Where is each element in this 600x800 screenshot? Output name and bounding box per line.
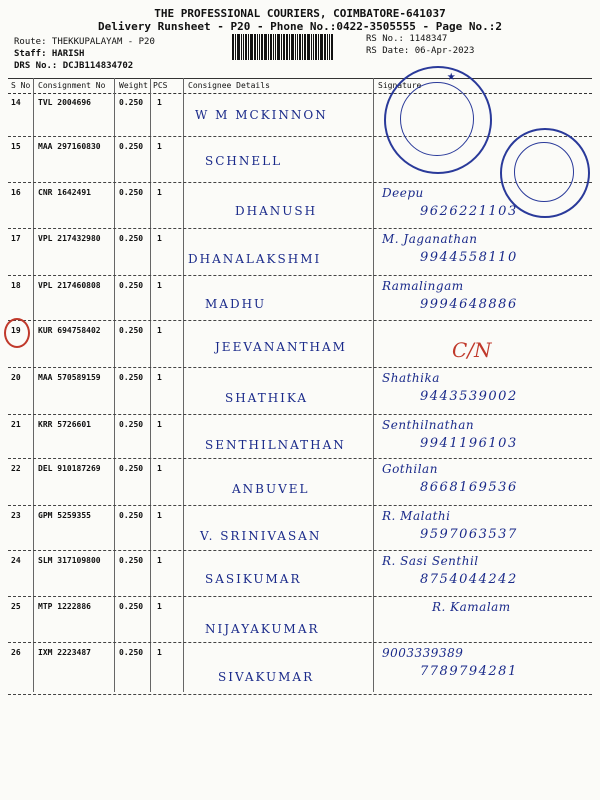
red-circle-mark — [4, 318, 30, 348]
barcode-bar — [320, 34, 323, 60]
row-weight: 0.250 — [119, 511, 144, 520]
cin-annotation: C/N — [452, 338, 492, 362]
barcode-bar — [250, 34, 253, 60]
barcode-bar — [243, 34, 244, 60]
receiver-signature: 9003339389 — [382, 646, 464, 660]
receiver-signature: M. Jaganathan — [382, 232, 478, 246]
consignee-name: V. SRINIVASAN — [200, 529, 322, 543]
row-pcs: 1 — [157, 142, 162, 151]
row-sno: 14 — [11, 98, 21, 107]
row-sno: 15 — [11, 142, 21, 151]
rs-date: RS Date: 06-Apr-2023 — [366, 46, 475, 56]
receiver-phone: 8668169536 — [420, 480, 518, 495]
row-pcs: 1 — [157, 234, 162, 243]
barcode-bar — [295, 34, 296, 60]
barcode-bar — [327, 34, 328, 60]
consignee-name: SENTHILNATHAN — [205, 438, 346, 452]
barcode-bar — [248, 34, 249, 60]
receiver-phone: 9944558110 — [420, 250, 518, 265]
receiver-phone: 8754044242 — [420, 572, 518, 587]
barcode-bar — [261, 34, 263, 60]
barcode-bar — [299, 34, 301, 60]
rs-number: RS No.: 1148347 — [366, 34, 448, 44]
barcode-bar — [286, 34, 288, 60]
row-consignment-no: KRR 5726601 — [38, 420, 91, 429]
col-sno: S No — [11, 81, 31, 90]
row-sno: 21 — [11, 420, 21, 429]
barcode-bar — [315, 34, 317, 60]
receiver-signature: Deepu — [382, 186, 424, 200]
consignee-name: DHANALAKSHMI — [188, 252, 322, 266]
row-weight: 0.250 — [119, 326, 144, 335]
receiver-phone: 9443539002 — [420, 389, 518, 404]
row-consignment-no: CNR 1642491 — [38, 188, 91, 197]
barcode-bar — [307, 34, 310, 60]
col-consignee: Consignee Details — [188, 81, 270, 90]
consignee-name: ANBUVEL — [232, 482, 310, 496]
row-sno: 22 — [11, 464, 21, 473]
barcode-bar — [331, 34, 333, 60]
col-signature: Signature — [378, 81, 422, 90]
barcode-bar — [324, 34, 326, 60]
row-consignment-no: TVL 2004696 — [38, 98, 91, 107]
row-consignment-no: VPL 217432980 — [38, 234, 101, 243]
barcode-bar — [289, 34, 290, 60]
barcode-bar — [275, 34, 276, 60]
row-pcs: 1 — [157, 511, 162, 520]
row-sno: 25 — [11, 602, 21, 611]
receiver-phone: 9597063537 — [420, 527, 518, 542]
barcode-bar — [273, 34, 274, 60]
row-pcs: 1 — [157, 602, 162, 611]
row-sno: 26 — [11, 648, 21, 657]
barcode-bar — [329, 34, 330, 60]
barcode-bar — [270, 34, 272, 60]
consignee-name: SIVAKUMAR — [218, 670, 315, 684]
row-pcs: 1 — [157, 373, 162, 382]
barcode-bar — [297, 34, 298, 60]
barcode-bar — [302, 34, 303, 60]
row-pcs: 1 — [157, 648, 162, 657]
receiver-phone: 9994648886 — [420, 297, 518, 312]
route-label: Route: THEKKUPALAYAM - P20 — [14, 37, 155, 47]
consignee-name: SASIKUMAR — [205, 572, 302, 586]
row-weight: 0.250 — [119, 602, 144, 611]
barcode-bar — [311, 34, 312, 60]
col-consignment: Consignment No — [38, 81, 106, 90]
row-sno: 19 — [11, 326, 21, 335]
row-consignment-no: MTP 1222886 — [38, 602, 91, 611]
barcode-bar — [313, 34, 314, 60]
col-pcs: PCS — [153, 81, 168, 90]
barcode-bar — [304, 34, 306, 60]
row-pcs: 1 — [157, 281, 162, 290]
row-sno: 20 — [11, 373, 21, 382]
row-sno: 16 — [11, 188, 21, 197]
drs-number: DRS No.: DCJB114834702 — [14, 61, 134, 71]
office-stamp — [384, 66, 492, 174]
barcode-bar — [318, 34, 319, 60]
barcode-bar — [268, 34, 269, 60]
barcode-bar — [264, 34, 267, 60]
row-pcs: 1 — [157, 464, 162, 473]
consignee-name: DHANUSH — [235, 204, 318, 218]
star-mark: ★ — [447, 68, 456, 84]
row-weight: 0.250 — [119, 188, 144, 197]
row-consignment-no: SLM 317109800 — [38, 556, 101, 565]
barcode-bar — [257, 34, 258, 60]
row-consignment-no: MAA 297160830 — [38, 142, 101, 151]
consignee-name: NIJAYAKUMAR — [205, 622, 320, 636]
row-pcs: 1 — [157, 188, 162, 197]
barcode-bar — [232, 34, 234, 60]
row-pcs: 1 — [157, 556, 162, 565]
row-weight: 0.250 — [119, 648, 144, 657]
receiver-phone: 7789794281 — [420, 664, 518, 679]
staff-label: Staff: HARISH — [14, 49, 85, 59]
consignee-name: MADHU — [205, 297, 267, 311]
row-weight: 0.250 — [119, 142, 144, 151]
row-consignment-no: VPL 217460808 — [38, 281, 101, 290]
barcode-bar — [283, 34, 285, 60]
row-weight: 0.250 — [119, 556, 144, 565]
barcode-bar — [291, 34, 294, 60]
barcode-bar — [281, 34, 282, 60]
barcode-bar — [245, 34, 247, 60]
row-consignment-no: KUR 694758402 — [38, 326, 101, 335]
row-pcs: 1 — [157, 420, 162, 429]
receiver-signature: Gothilan — [382, 462, 438, 476]
row-sno: 24 — [11, 556, 21, 565]
row-consignment-no: DEL 910187269 — [38, 464, 101, 473]
row-sno: 17 — [11, 234, 21, 243]
barcode-bar — [277, 34, 280, 60]
barcode — [232, 34, 360, 60]
receiver-signature: R. Malathi — [382, 509, 451, 523]
row-pcs: 1 — [157, 98, 162, 107]
receiver-signature: Ramalingam — [382, 279, 464, 293]
barcode-bar — [241, 34, 242, 60]
col-weight: Weight — [119, 81, 148, 90]
consignee-name: W M MCKINNON — [195, 108, 328, 122]
receiver-phone: 9626221103 — [420, 204, 518, 219]
row-consignment-no: MAA 570589159 — [38, 373, 101, 382]
barcode-bar — [235, 34, 236, 60]
runsheet-title: THE PROFESSIONAL COURIERS, COIMBATORE-641037 — [154, 7, 446, 20]
receiver-signature: Senthilnathan — [382, 418, 475, 432]
receiver-signature: R. Sasi Senthil — [382, 554, 479, 568]
barcode-bar — [259, 34, 260, 60]
consignee-name: JEEVANANTHAM — [215, 340, 347, 354]
barcode-bar — [254, 34, 256, 60]
row-weight: 0.250 — [119, 281, 144, 290]
row-weight: 0.250 — [119, 464, 144, 473]
row-consignment-no: IXM 2223487 — [38, 648, 91, 657]
runsheet-subtitle: Delivery Runsheet - P20 - Phone No.:0422-3505555 - Page No.:2 — [98, 20, 502, 33]
consignee-name: SCHNELL — [205, 154, 283, 168]
barcode-bar — [237, 34, 240, 60]
row-pcs: 1 — [157, 326, 162, 335]
receiver-signature: R. Kamalam — [432, 600, 511, 614]
receiver-phone: 9941196103 — [420, 436, 518, 451]
row-sno: 23 — [11, 511, 21, 520]
row-weight: 0.250 — [119, 373, 144, 382]
row-weight: 0.250 — [119, 420, 144, 429]
consignee-name: SHATHIKA — [225, 391, 309, 405]
receiver-signature: Shathika — [382, 371, 440, 385]
row-sno: 18 — [11, 281, 21, 290]
row-weight: 0.250 — [119, 98, 144, 107]
row-consignment-no: GPM 5259355 — [38, 511, 91, 520]
row-weight: 0.250 — [119, 234, 144, 243]
